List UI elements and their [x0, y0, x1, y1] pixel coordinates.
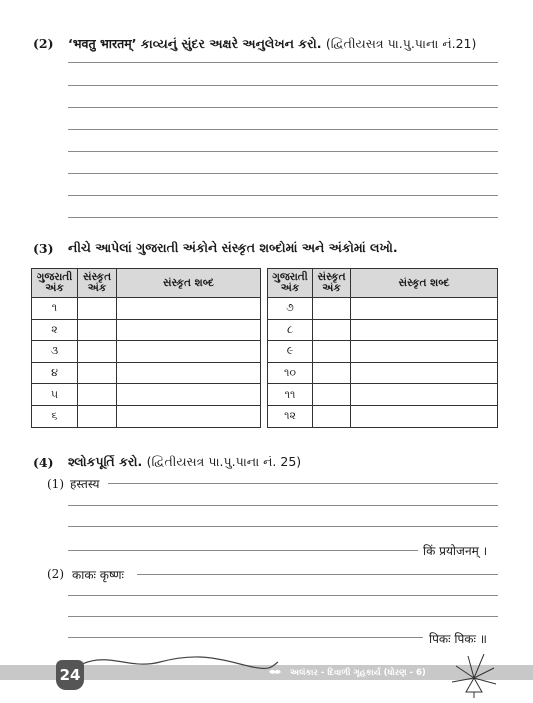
answer-cell[interactable]: [78, 298, 117, 320]
writing-line[interactable]: [68, 616, 498, 617]
answer-cell[interactable]: [78, 384, 117, 406]
gujarati-digit: ૧૦: [268, 362, 313, 384]
q4-text: શ્લોકપૂર્તિ કરો.: [68, 454, 143, 469]
writing-line[interactable]: [68, 173, 498, 174]
q3-number: (3): [33, 241, 54, 256]
table-row: [268, 319, 498, 341]
q4-sub1-start: हस्तस्य: [70, 477, 100, 491]
q4-sub1-end: किं प्रयोजनम् ।: [423, 544, 488, 558]
numbers-table-right: [267, 268, 498, 428]
cracker-burst-icon: [448, 648, 500, 700]
gujarati-digit: ૪: [32, 362, 78, 384]
writing-line[interactable]: [68, 505, 498, 506]
col-sanskrit-digit: સંસ્કૃત અંક: [78, 269, 117, 298]
gujarati-digit: ૫: [32, 384, 78, 406]
writing-line[interactable]: [68, 107, 498, 108]
gujarati-digit: ૯: [268, 341, 313, 363]
q4-sub2-start: काकः कृष्णः: [72, 568, 124, 582]
answer-cell[interactable]: [78, 341, 117, 363]
writing-line[interactable]: [68, 195, 498, 196]
page-number: 24: [56, 660, 84, 690]
writing-line[interactable]: [68, 217, 498, 218]
q4-number: (4): [33, 455, 54, 470]
answer-cell[interactable]: [117, 405, 261, 427]
footer-title: અલંકાર - દિવાળી ગૃહકાર્ય (ધોરણ - 6): [290, 668, 426, 678]
table-header-row: [32, 269, 261, 298]
answer-cell[interactable]: [313, 384, 351, 406]
col-gujarati-digit: ગુજરાતી અંક: [32, 269, 78, 298]
table-row: [32, 319, 261, 341]
table-row: [268, 362, 498, 384]
answer-cell[interactable]: [351, 405, 498, 427]
table-row: [268, 384, 498, 406]
q4-sub2-number: (2): [47, 567, 64, 581]
writing-line[interactable]: [68, 62, 498, 63]
writing-line[interactable]: [68, 550, 418, 551]
col-gujarati-digit: ગુજરાતી અંક: [268, 269, 313, 298]
writing-line[interactable]: [68, 85, 498, 86]
writing-line[interactable]: [68, 129, 498, 130]
writing-line[interactable]: [108, 483, 498, 484]
q2-reference: (દ્વિતીયસત્ર પા.પુ.પાના નં.21): [325, 36, 477, 51]
col-sanskrit-digit: સંસ્કૃત અંક: [313, 269, 351, 298]
table-row: [32, 384, 261, 406]
writing-line[interactable]: [68, 526, 498, 527]
fuse-string-decoration: [80, 648, 280, 672]
numbers-table-left: [31, 268, 261, 428]
gujarati-digit: ૩: [32, 341, 78, 363]
answer-cell[interactable]: [78, 405, 117, 427]
q4-instruction: [68, 454, 301, 470]
q4-sub2-end: पिकः पिकः ॥: [429, 632, 487, 646]
q4-sub1-number: (1): [47, 477, 64, 491]
gujarati-digit: ૭: [268, 298, 313, 320]
answer-cell[interactable]: [117, 341, 261, 363]
answer-cell[interactable]: [313, 362, 351, 384]
col-sanskrit-word: સંસ્કૃત શબ્દ: [351, 269, 498, 298]
writing-line[interactable]: [137, 574, 498, 575]
answer-cell[interactable]: [313, 319, 351, 341]
gujarati-digit: ૧૨: [268, 405, 313, 427]
table-row: [32, 405, 261, 427]
q2-number: (2): [33, 36, 54, 51]
writing-line[interactable]: [68, 637, 423, 638]
q3-text: નીચે આપેલાં ગુજરાતી અંકોને સંસ્કૃત શબ્દોમાં અને અંકોમાં લખો.: [68, 240, 398, 255]
answer-cell[interactable]: [117, 319, 261, 341]
answer-cell[interactable]: [351, 319, 498, 341]
answer-cell[interactable]: [78, 319, 117, 341]
answer-cell[interactable]: [351, 362, 498, 384]
writing-line[interactable]: [68, 151, 498, 152]
table-row: [32, 298, 261, 320]
answer-cell[interactable]: [117, 362, 261, 384]
answer-cell[interactable]: [351, 341, 498, 363]
gujarati-digit: ૬: [32, 405, 78, 427]
answer-cell[interactable]: [313, 341, 351, 363]
table-row: [268, 298, 498, 320]
answer-cell[interactable]: [313, 405, 351, 427]
gujarati-digit: ૧૧: [268, 384, 313, 406]
gujarati-digit: ૨: [32, 319, 78, 341]
answer-cell[interactable]: [351, 298, 498, 320]
answer-cell[interactable]: [117, 384, 261, 406]
answer-cell[interactable]: [351, 384, 498, 406]
writing-line[interactable]: [68, 595, 498, 596]
answer-cell[interactable]: [117, 298, 261, 320]
table-row: [32, 362, 261, 384]
bird-icon: [268, 667, 282, 677]
q2-text: ‘भवतु भारतम्’ કાવ્યનું સુંદર અક્ષરે અનુલેખન કરો.: [68, 36, 322, 51]
gujarati-digit: ૧: [32, 298, 78, 320]
answer-cell[interactable]: [313, 298, 351, 320]
col-sanskrit-word: સંસ્કૃત શબ્દ: [117, 269, 261, 298]
table-row: [268, 341, 498, 363]
answer-cell[interactable]: [78, 362, 117, 384]
table-row: [268, 405, 498, 427]
table-row: [32, 341, 261, 363]
q4-reference: (દ્વિતીયસત્ર પા.પુ.પાના નં. 25): [146, 454, 302, 469]
q2-instruction: [68, 35, 476, 52]
table-header-row: [268, 269, 498, 298]
gujarati-digit: ૮: [268, 319, 313, 341]
